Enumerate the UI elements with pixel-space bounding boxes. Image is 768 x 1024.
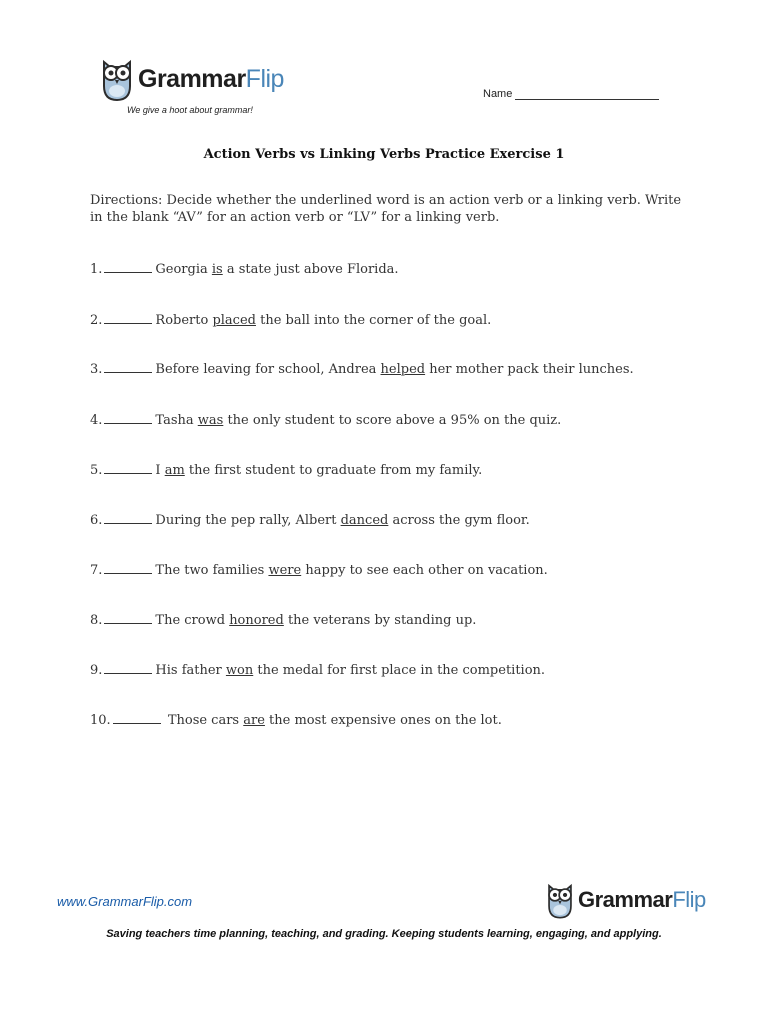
sentence-start: The two families: [155, 563, 269, 578]
footer-tagline: Saving teachers time planning, teaching, and grading. Keeping students learning, engaging, and applying.: [106, 928, 662, 940]
sentence-end: the most expensive ones on the lot.: [264, 713, 502, 728]
sentence-start: Georgia: [155, 262, 212, 277]
sentence-start: The crowd: [155, 613, 230, 628]
item-number: 8.: [90, 613, 103, 628]
name-label: Name: [483, 88, 513, 100]
brand-name: GrammarFlip: [138, 64, 284, 93]
answer-blank[interactable]: [104, 262, 152, 273]
directions-text: Directions: Decide whether the underlined word is an action verb or a linking verb. Write in the blank “AV” for an action verb or “LV” for a linking verb.: [90, 193, 682, 225]
underlined-verb: am: [164, 463, 185, 478]
exercise-item-6: [90, 513, 530, 528]
sentence-start: His father: [155, 663, 226, 678]
item-number: 1.: [90, 262, 103, 277]
grammarflip-logo-top: [98, 56, 284, 102]
sentence-end: the veterans by standing up.: [283, 613, 477, 628]
exercise-item-9: [90, 663, 545, 678]
exercise-item-1: [90, 262, 399, 277]
underlined-verb: danced: [340, 513, 389, 528]
underlined-verb: placed: [212, 313, 256, 328]
underlined-verb: is: [211, 262, 223, 277]
page-title: Action Verbs vs Linking Verbs Practice Exercise 1: [203, 147, 565, 162]
answer-blank[interactable]: [104, 313, 152, 324]
item-number: 6.: [90, 513, 103, 528]
brand-name: GrammarFlip: [578, 887, 706, 912]
exercise-item-2: [90, 313, 491, 328]
answer-blank[interactable]: [104, 663, 152, 674]
underlined-verb: helped: [380, 362, 426, 377]
exercise-item-4: [90, 413, 561, 428]
item-number: 7.: [90, 563, 103, 578]
sentence-start: During the pep rally, Albert: [155, 513, 341, 528]
sentence-start: Those cars: [163, 713, 244, 728]
answer-blank[interactable]: [104, 362, 152, 373]
underlined-verb: was: [197, 413, 224, 428]
underlined-verb: won: [225, 663, 254, 678]
sentence-end: the only student to score above a 95% on the quiz.: [223, 413, 562, 428]
name-field[interactable]: [483, 88, 659, 100]
item-number: 5.: [90, 463, 103, 478]
logo-tagline: We give a hoot about grammar!: [127, 105, 253, 115]
name-blank-line[interactable]: [515, 89, 659, 100]
item-number: 4.: [90, 413, 103, 428]
underlined-verb: are: [243, 713, 265, 728]
answer-blank[interactable]: [113, 713, 161, 724]
exercise-item-10: [90, 713, 502, 728]
answer-blank[interactable]: [104, 463, 152, 474]
sentence-end: the medal for first place in the competition.: [253, 663, 546, 678]
underlined-verb: honored: [229, 613, 284, 628]
sentence-end: across the gym floor.: [388, 513, 530, 528]
exercise-item-5: [90, 463, 482, 478]
sentence-start: Tasha: [155, 413, 198, 428]
sentence-start: Before leaving for school, Andrea: [155, 362, 381, 377]
sentence-end: the ball into the corner of the goal.: [255, 313, 492, 328]
sentence-end: a state just above Florida.: [222, 262, 399, 277]
answer-blank[interactable]: [104, 563, 152, 574]
answer-blank[interactable]: [104, 513, 152, 524]
underlined-verb: were: [268, 563, 302, 578]
owl-icon: [544, 880, 576, 920]
item-number: 3.: [90, 362, 103, 377]
website-link[interactable]: www.GrammarFlip.com: [57, 894, 193, 909]
sentence-start: Roberto: [155, 313, 213, 328]
sentence-end: the first student to graduate from my family.: [184, 463, 483, 478]
grammarflip-logo-bottom: [544, 880, 706, 920]
exercise-item-7: [90, 563, 548, 578]
item-number: 2.: [90, 313, 103, 328]
sentence-end: her mother pack their lunches.: [425, 362, 634, 377]
sentence-end: happy to see each other on vacation.: [301, 563, 548, 578]
item-number: 9.: [90, 663, 103, 678]
exercise-item-8: [90, 613, 476, 628]
owl-icon: [98, 56, 136, 102]
sentence-start: I: [155, 463, 165, 478]
item-number: 10.: [90, 713, 111, 728]
answer-blank[interactable]: [104, 413, 152, 424]
answer-blank[interactable]: [104, 613, 152, 624]
exercise-item-3: [90, 362, 634, 377]
